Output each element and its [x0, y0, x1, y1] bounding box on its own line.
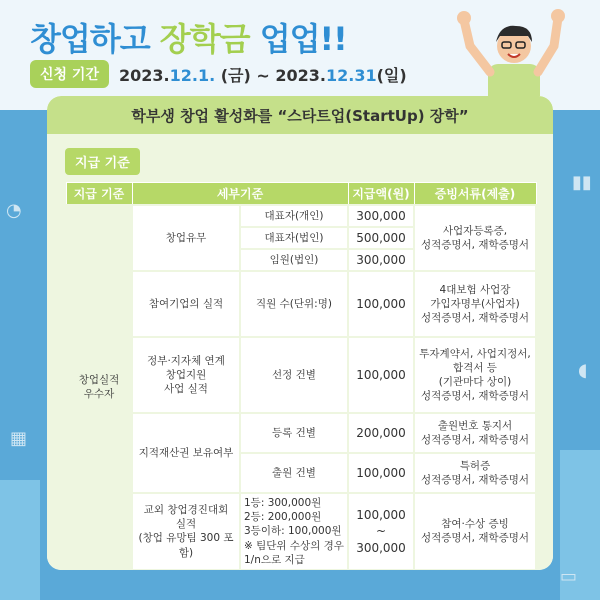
detail-cell: 대표자(법인)	[240, 227, 348, 249]
amount-cell: 200,000	[348, 413, 414, 453]
table-row	[66, 337, 536, 413]
criteria-table	[65, 182, 537, 570]
mouse-icon: ◖	[578, 360, 588, 381]
detail-cell: 1등: 300,000원 2등: 200,000원 3등이하: 100,000원 ※ 팀단위 수상의 경우 1/n으로 지급	[240, 493, 348, 570]
building-left	[0, 480, 40, 600]
period-label: 신청 기간	[30, 60, 109, 88]
amount-cell: 100,000	[348, 453, 414, 493]
detail-cell: 등록 건별	[240, 413, 348, 453]
amount-cell: 300,000	[348, 205, 414, 227]
docs-cell: 출원번호 통지서 성적증명서, 재학증명서	[414, 413, 536, 453]
start-weekday: (금)	[220, 65, 251, 85]
docs-cell: 참여·수상 증빙 성적증명서, 재학증명서	[414, 493, 536, 570]
amount-cell: 100,000	[348, 271, 414, 337]
title-part-1: 창업하고	[30, 20, 150, 58]
scholarship-card	[47, 96, 553, 570]
docs-cell: 특허증 성적증명서, 재학증명서	[414, 453, 536, 493]
docs-cell: 투자계약서, 사업지정서, 합격서 등 (기관마다 상이) 성적증명서, 재학증명서	[414, 337, 536, 413]
docs-cell: 4대보험 사업장 가입자명부(사업자) 성적증명서, 재학증명서	[414, 271, 536, 337]
date-separator: ~	[256, 65, 270, 85]
table-row	[66, 493, 536, 570]
page-title	[30, 14, 347, 60]
group-label: 교외 창업경진대회 실적 (창업 유망팀 300 포함)	[132, 493, 240, 570]
group-label: 지적재산권 보유여부	[132, 413, 240, 493]
group-label: 정부·지자체 연계 창업지원 사업 실적	[132, 337, 240, 413]
header-detail: 세부기준	[132, 183, 348, 205]
detail-cell: 선정 건별	[240, 337, 348, 413]
end-date: 12.31	[326, 65, 377, 85]
end-weekday: (일)	[376, 65, 407, 85]
table-row	[66, 205, 536, 227]
group-label: 창업유무	[132, 205, 240, 272]
section-label: 지급 기준	[65, 148, 140, 175]
detail-cell: 출원 건별	[240, 453, 348, 493]
amount-cell: 500,000	[348, 227, 414, 249]
card-heading: 학부생 창업 활성화를 “스타트업(StartUp) 장학”	[47, 96, 553, 134]
card-body	[47, 134, 553, 570]
detail-cell: 직원 수(단위:명)	[240, 271, 348, 337]
group-label: 참여기업의 실적	[132, 271, 240, 337]
table-row	[66, 413, 536, 453]
title-part-3: 업업!!	[259, 20, 347, 58]
header-documents: 증빙서류(제출)	[414, 183, 536, 205]
detail-cell: 대표자(개인)	[240, 205, 348, 227]
application-period	[30, 60, 407, 88]
amount-cell: 100,000	[348, 337, 414, 413]
detail-cell: 임원(법인)	[240, 249, 348, 271]
docs-cell: 사업자등록증, 성적증명서, 재학증명서	[414, 205, 536, 272]
header-amount: 지급액(원)	[348, 183, 414, 205]
header-criteria: 지급 기준	[66, 183, 132, 205]
table-row	[66, 271, 536, 337]
amount-cell: 300,000	[348, 249, 414, 271]
title-part-2: 장학금	[159, 20, 250, 58]
monitor-icon: ▭	[560, 566, 578, 587]
pie-chart-icon: ◔	[6, 200, 22, 221]
end-year: 2023.	[275, 65, 326, 85]
table-header-row	[66, 183, 536, 205]
lead-category: 창업실적 우수자	[66, 205, 132, 570]
calculator-icon: ▦	[10, 428, 28, 449]
period-dates	[119, 63, 407, 86]
start-date: 12.1.	[169, 65, 216, 85]
bar-chart-icon: ▮▮	[572, 172, 592, 193]
start-year: 2023.	[118, 65, 170, 85]
amount-cell: 100,000 ~ 300,000	[348, 493, 414, 570]
